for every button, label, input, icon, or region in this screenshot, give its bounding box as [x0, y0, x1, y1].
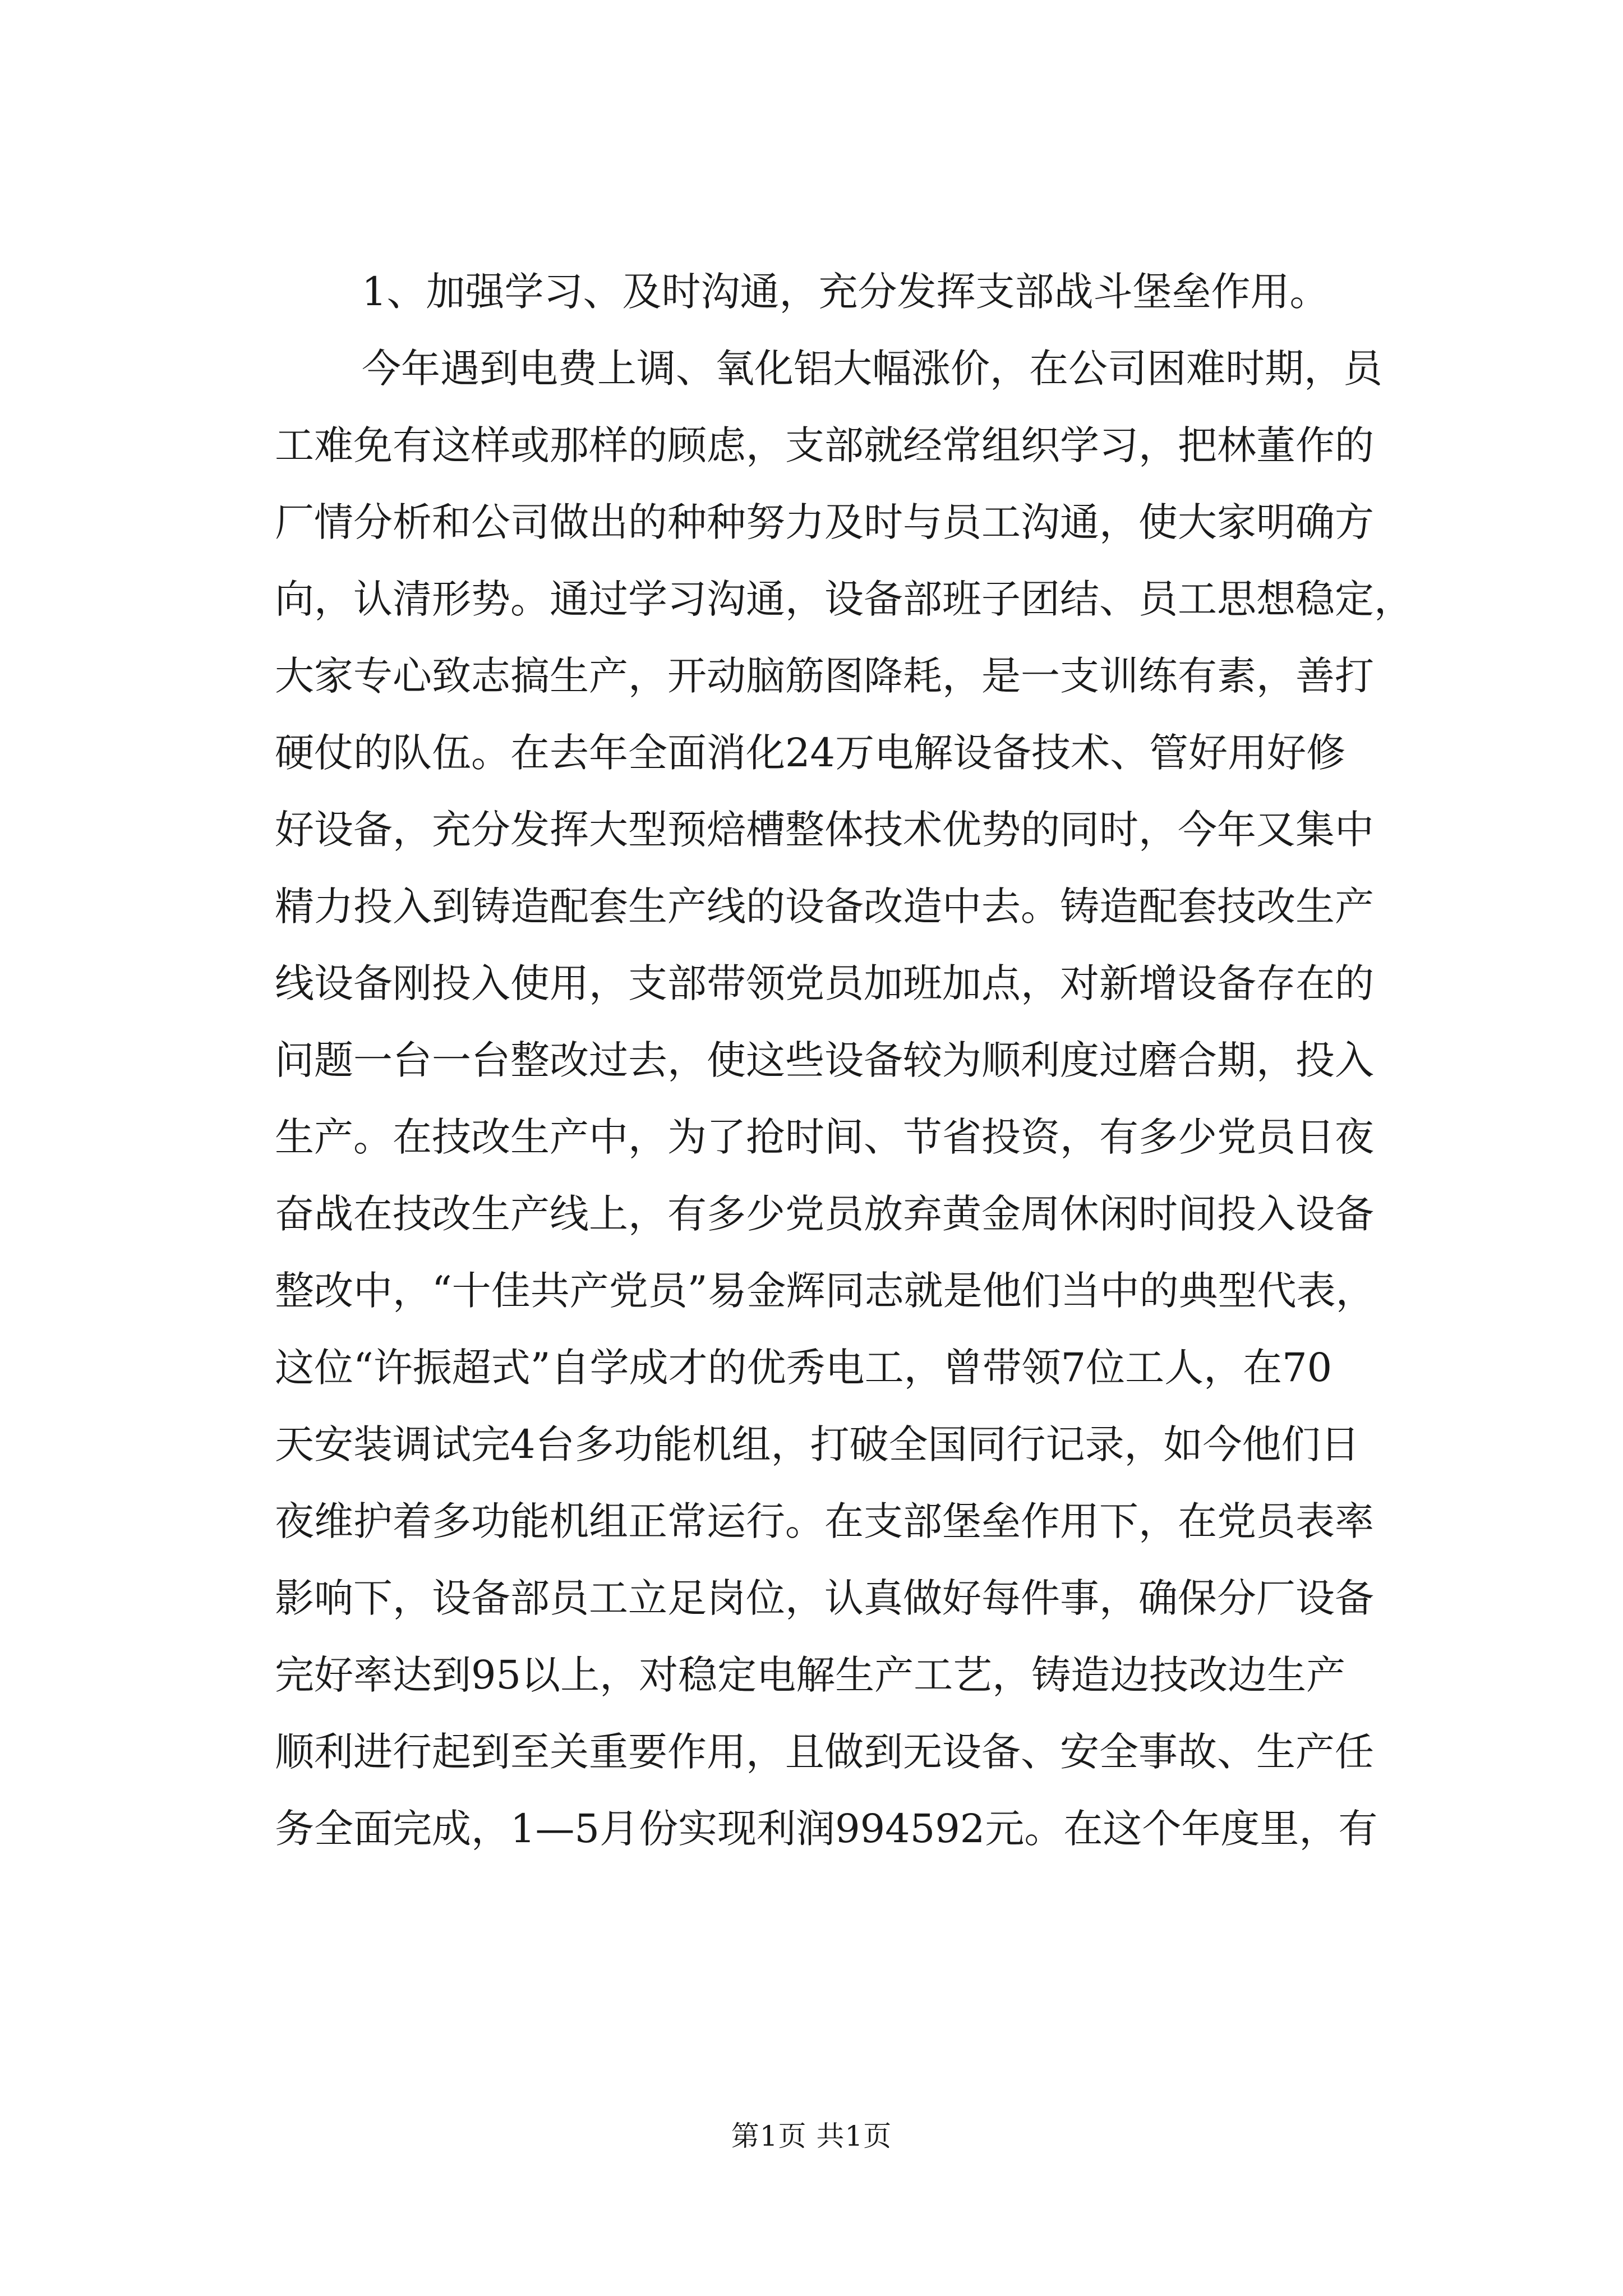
paragraph-line	[275, 1022, 1374, 1099]
paragraph-line	[275, 945, 1374, 1022]
text-line: 完 好 率 达 到 95 以 上 ， 对 稳 定 电 解 生 产 工 艺 ， 铸 造 边 技 改 边 生 产	[275, 1652, 1346, 1698]
text-line: 顺 利 进 行 起 到 至 关 重 要 作 用 ， 且 做 到 无 设 备 、 安 全 事 故 、 生 产 任	[275, 1729, 1374, 1775]
text-line: 精 力 投 入 到 铸 造 配 套 生 产 线 的 设 备 改 造 中 去 。 铸 造 配 套 技 改 生 产	[275, 884, 1374, 930]
text-line: 向 ， 认 清 形 势 。 通 过 学 习 沟 通 ， 设 备 部 班 子 团 结 、 员 工 思 想 稳 定 ，	[275, 576, 1413, 622]
text-line: 大 家 专 心 致 志 搞 生 产 ， 开 动 脑 筋 图 降 耗 ， 是 一 支 训 练 有 素 ， 善 打	[275, 653, 1374, 699]
paragraph-line	[275, 330, 1382, 407]
paragraph-line	[275, 407, 1374, 484]
text-line: 问 题 一 台 一 台 整 改 过 去 ， 使 这 些 设 备 较 为 顺 利 度 过 磨 合 期 ， 投 入	[275, 1037, 1374, 1083]
paragraph-line	[275, 1253, 1375, 1329]
text-line: 好 设 备 ， 充 分 发 挥 大 型 预 焙 槽 整 体 技 术 优 势 的 同 时 ， 今 年 又 集 中	[275, 807, 1374, 853]
text-line: 硬 仗 的 队 伍 。 在 去 年 全 面 消 化 24 万 电 解 设 备 技 术 、 管 好 用 好 修	[275, 730, 1346, 776]
paragraph-line	[275, 1176, 1374, 1253]
paragraph-line	[275, 1560, 1374, 1637]
text-line: 影 响 下 ， 设 备 部 员 工 立 足 岗 位 ， 认 真 做 好 每 件 事 ， 确 保 分 厂 设 备	[275, 1575, 1374, 1621]
paragraph-line	[275, 715, 1346, 792]
paragraph-line	[275, 1791, 1378, 1867]
text-line: 天 安 装 调 试 完 4 台 多 功 能 机 组 ， 打 破 全 国 同 行 记 录 ， 如 今 他 们 日	[275, 1421, 1360, 1467]
text-line: 这 位 “ 许 振 超 式 ” 自 学 成 才 的 优 秀 电 工 ， 曾 带 领 7 位 工 人 ， 在 70	[275, 1345, 1332, 1391]
paragraph-line	[275, 868, 1374, 945]
section-heading	[275, 254, 1329, 330]
text-line: 夜 维 护 着 多 功 能 机 组 正 常 运 行 。 在 支 部 堡 垒 作 用 下 ， 在 党 员 表 率	[275, 1498, 1374, 1544]
paragraph-line	[275, 561, 1413, 638]
text-line: 整 改 中 ， “ 十 佳 共 产 党 员 ” 易 金 辉 同 志 就 是 他 们 当 中 的 典 型 代 表 ，	[275, 1268, 1375, 1314]
paragraph-line	[275, 1483, 1374, 1560]
text-line: 厂 情 分 析 和 公 司 做 出 的 种 种 努 力 及 时 与 员 工 沟 通 ， 使 大 家 明 确 方	[275, 499, 1374, 545]
paragraph-line	[275, 1329, 1332, 1406]
text-line: 线 设 备 刚 投 入 使 用 ， 支 部 带 领 党 员 加 班 加 点 ， 对 新 增 设 备 存 在 的	[275, 960, 1374, 1006]
text-line: 务 全 面 完 成 ， 1 — 5 月 份 实 现 利 润 994592 元 。 在 这 个 年 度 里 ， 有	[275, 1806, 1378, 1852]
text-line: 今年遇到电费上调、氧化铝大幅涨价，在公司困难时期，员	[362, 346, 1382, 392]
paragraph-line	[275, 484, 1374, 561]
body-text	[275, 254, 1413, 1867]
paragraph-line	[275, 1637, 1346, 1714]
text-line: 工 难 免 有 这 样 或 那 样 的 顾 虑 ， 支 部 就 经 常 组 织 学 习 ， 把 林 董 作 的	[275, 422, 1374, 468]
text-line: 1、加强学习、及时沟通，充分发挥支部战斗堡垒作用。	[362, 269, 1329, 315]
text-line: 奋 战 在 技 改 生 产 线 上 ， 有 多 少 党 员 放 弃 黄 金 周 休 闲 时 间 投 入 设 备	[275, 1191, 1374, 1237]
page-number-footer: 第1页 共1页	[731, 2120, 892, 2152]
text-line: 生 产 。 在 技 改 生 产 中 ， 为 了 抢 时 间 、 节 省 投 资 ， 有 多 少 党 员 日 夜	[275, 1114, 1374, 1160]
paragraph-line	[275, 638, 1374, 715]
paragraph-line	[275, 1406, 1360, 1483]
paragraph-line	[275, 1099, 1374, 1176]
paragraph-line	[275, 1714, 1374, 1791]
paragraph-line	[275, 792, 1374, 868]
